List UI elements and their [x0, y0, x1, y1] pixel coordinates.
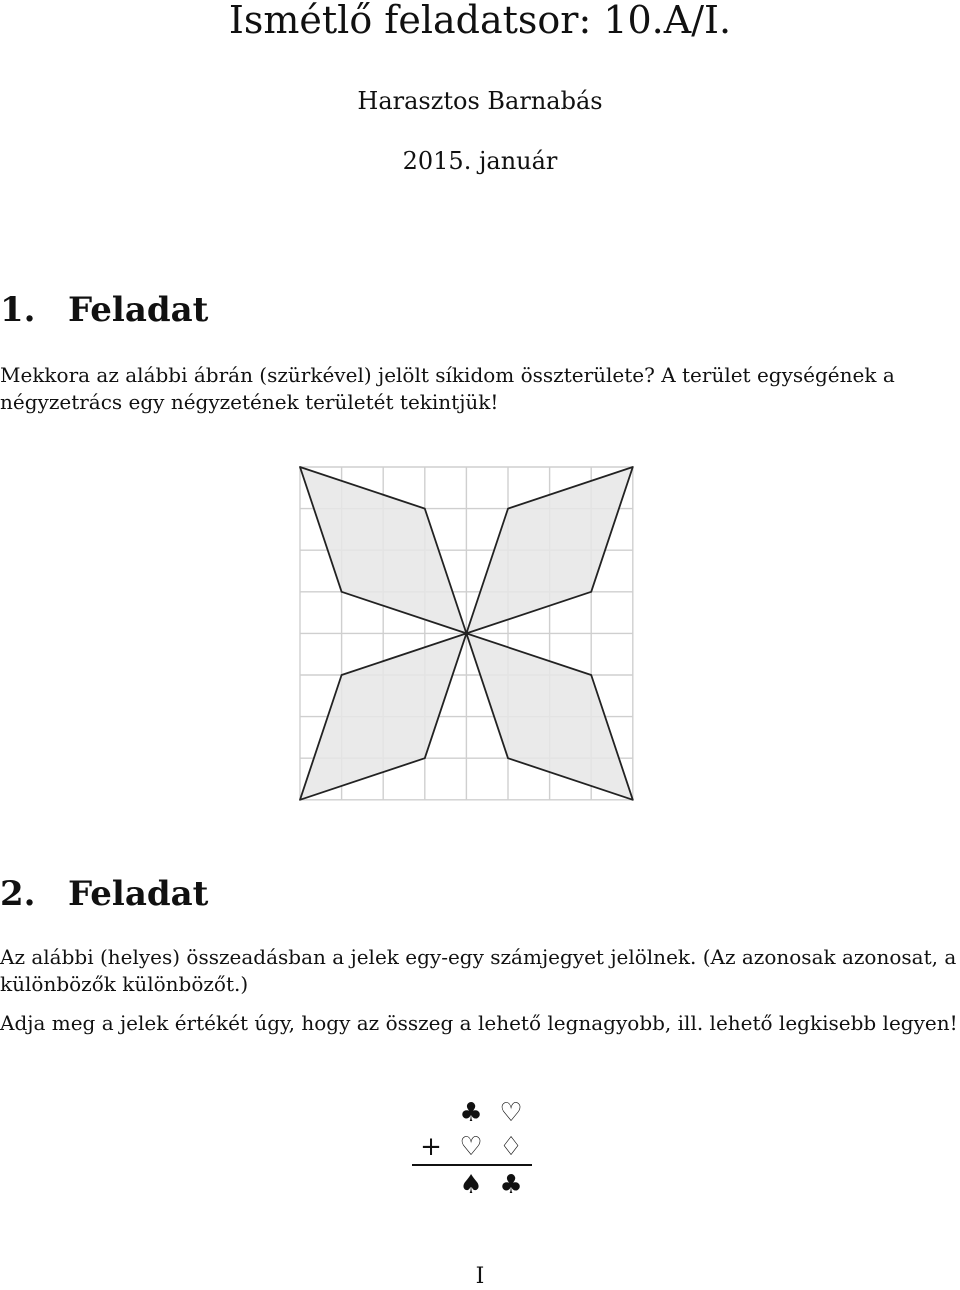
club-symbol: ♣ — [459, 1098, 483, 1128]
grid-figure — [298, 465, 638, 805]
task1-number: 1. — [0, 290, 36, 330]
task1-heading-label: Feladat — [68, 290, 209, 330]
document-date: 2015. január — [402, 147, 558, 175]
plus-sign: + — [420, 1132, 442, 1162]
task2-heading — [0, 872, 208, 916]
diamond-symbol: ♢ — [499, 1132, 523, 1162]
task2-text-2: Adja meg a jelek értékét úgy, hogy az összeg a lehető legnagyobb, ill. lehető legkisebb legyen! — [0, 1011, 958, 1035]
page-number: I — [475, 1264, 485, 1289]
addition-puzzle — [400, 1098, 540, 1208]
task1-text: Mekkora az alábbi ábrán (szürkével) jelölt síkidom összterülete? A terület egységének a négyzetrács egy négyzetének területét tekintjük! — [0, 363, 895, 414]
club-symbol: ♣ — [499, 1170, 523, 1200]
task1-heading — [0, 288, 208, 332]
heart-symbol: ♡ — [499, 1098, 523, 1128]
spade-symbol: ♠ — [459, 1170, 483, 1200]
page-title: Ismétlő feladatsor: 10.A/I. — [228, 0, 732, 42]
task2-text: Az alábbi (helyes) összeadásban a jelek egy-egy számjegyet jelölnek. (Az azonosak azonosat, a különbözők különbözőt.) — [0, 945, 957, 996]
sum-line — [412, 1164, 532, 1166]
task2-heading-label: Feladat — [68, 874, 209, 914]
task2-number: 2. — [0, 874, 36, 914]
heart-symbol: ♡ — [459, 1132, 483, 1162]
author-name: Harasztos Barnabás — [357, 87, 603, 115]
